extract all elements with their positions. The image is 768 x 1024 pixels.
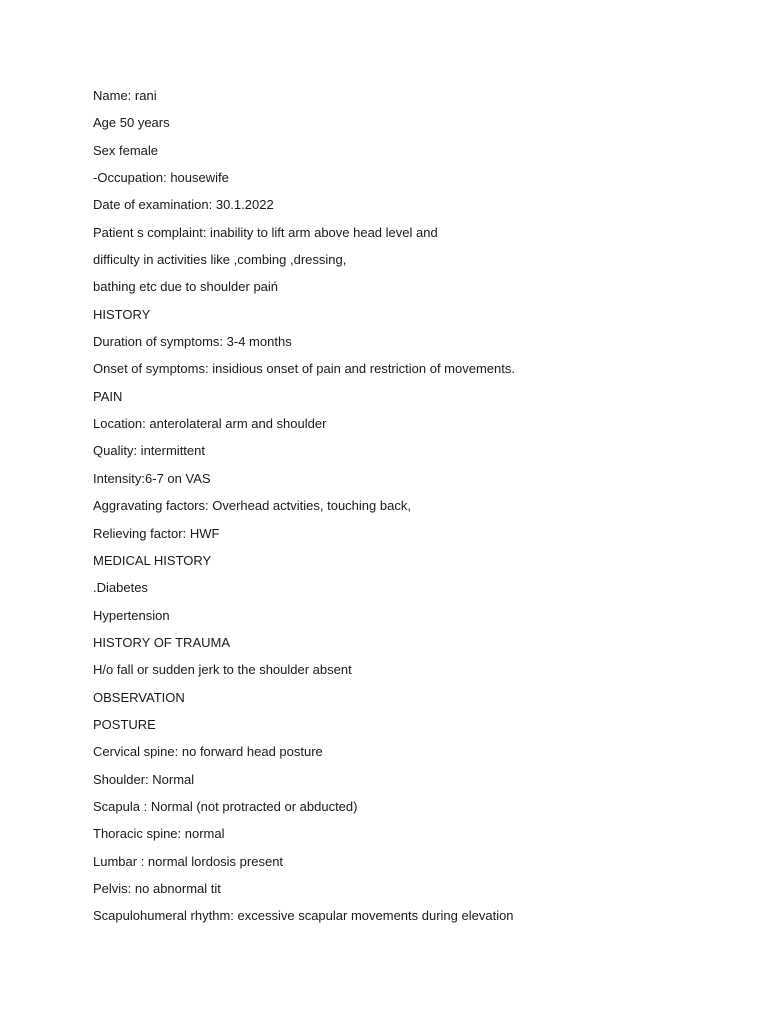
field-pain-intensity: Intensity:6-7 on VAS [93,470,211,486]
field-scapula: Scapula : Normal (not protracted or abducted) [93,798,358,814]
field-thoracic-spine: Thoracic spine: normal [93,826,225,842]
document-body [93,86,733,934]
field-scapulohumeral-rhythm: Scapulohumeral rhythm: excessive scapular movements during elevation [93,908,514,924]
field-pain-quality: Quality: intermittent [93,443,205,459]
section-heading-medical-history: MEDICAL HISTORY [93,552,212,568]
field-onset-of-symptoms: Onset of symptoms: insidious onset of pain and restriction of movements. [93,361,515,377]
complaint-line-2: difficulty in activities like ,combing ,dressing, [93,252,347,268]
section-heading-observation: OBSERVATION [93,689,185,705]
trauma-history-note: H/o fall or sudden jerk to the shoulder absent [93,662,352,678]
field-pelvis: Pelvis: no abnormal tit [93,880,221,896]
field-relieving-factor: Relieving factor: HWF [93,525,220,541]
field-sex: Sex female [93,142,159,158]
section-heading-history: HISTORY [93,306,151,322]
medical-history-item: Hypertension [93,607,170,623]
field-pain-location: Location: anterolateral arm and shoulder [93,416,327,432]
field-age: Age 50 years [93,115,170,131]
field-occupation: -Occupation: housewife [93,170,229,186]
field-date-of-examination: Date of examination: 30.1.2022 [93,197,274,213]
field-name: Name: rani [93,88,157,103]
section-heading-pain: PAIN [93,388,123,404]
field-duration-of-symptoms: Duration of symptoms: 3-4 months [93,334,292,350]
medical-history-item: .Diabetes [93,580,148,596]
complaint-line-3: bathing etc due to shoulder paiń [93,279,279,295]
field-cervical-spine: Cervical spine: no forward head posture [93,744,323,760]
field-lumbar: Lumbar : normal lordosis present [93,853,284,869]
section-heading-posture: POSTURE [93,716,156,732]
field-shoulder: Shoulder: Normal [93,771,195,787]
complaint-line-1: Patient s complaint: inability to lift arm above head level and [93,224,438,240]
section-heading-history-of-trauma: HISTORY OF TRAUMA [93,634,231,650]
field-aggravating-factors: Aggravating factors: Overhead actvities, touching back, [93,498,411,514]
